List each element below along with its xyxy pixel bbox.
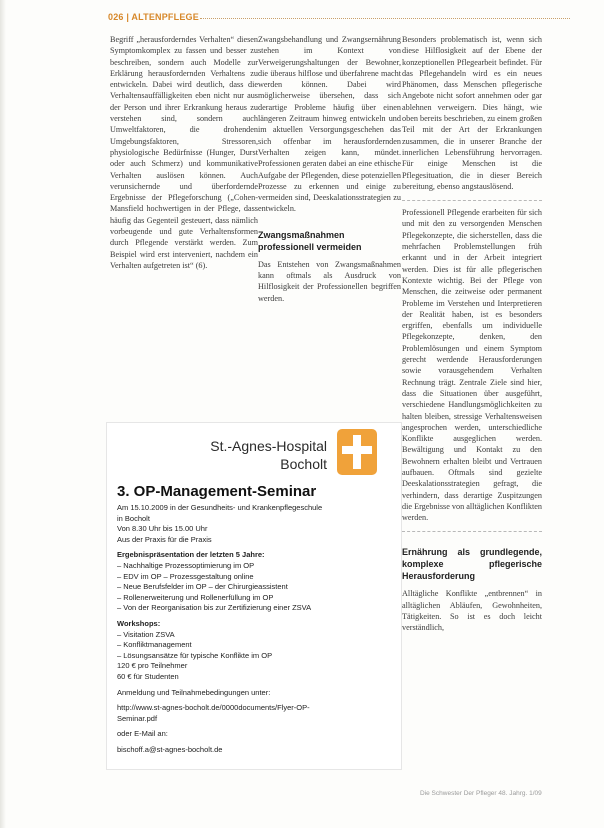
seminar-detail-line: – Nachhaltige Prozessoptimierung im OP — [117, 560, 255, 570]
hospital-name — [147, 437, 327, 473]
seminar-detail-line: Workshops: — [117, 618, 161, 628]
col3-heading: Ernährung als grundlegende, komplexe pflegerische Herausforderung — [402, 547, 542, 582]
page-label: 026 | ALTENPFLEGE — [108, 12, 199, 22]
seminar-detail-line: Aus der Praxis für die Praxis — [117, 534, 212, 544]
seminar-detail-line: – Rollenerweiterung und Rollenerfüllung im OP — [117, 592, 274, 602]
hospital-name-line-2: Bocholt — [280, 456, 327, 472]
column-3 — [402, 34, 542, 634]
seminar-detail-line: – Neue Berufsfelder im OP – der Chirurgieassistent — [117, 582, 288, 592]
seminar-title: 3. OP-Management-Seminar — [117, 483, 317, 500]
col3-paragraph-1: Besonders problematisch ist, wenn sich diese Hilflosigkeit auf der Ebene der konzeptionellen Pflegearbeit befindet. Für das Pflegehandeln wird es ein neues Phänomen, dass Menschen pflegerische Angebote nicht sofort annehmen oder gar ablehnen verweigern. Dies hängt, wie oben bereits beschrieben, zu einem großen Teil mit der Art der Erkrankungen zusammen, die in unserer Branche der innerlichen Lebensführung hervorragen. Für einige Menschen ist die Pflegesituation, die in dieser Bereich bereitung, ebenso angstauslösend. — [402, 35, 542, 191]
running-header — [0, 12, 604, 26]
seminar-details — [117, 503, 393, 755]
col3-separator — [402, 200, 542, 201]
col2-heading: Zwangsmaßnahmen professionell vermeiden — [258, 229, 362, 252]
column-1 — [110, 34, 258, 271]
col2-paragraph-2: Das Entstehen von Zwangsmaßnahmen kann oftmals als Ausdruck von Hilflosigkeit der Professionellen begriffen werden. — [258, 259, 401, 303]
column-2 — [258, 34, 401, 304]
seminar-detail-line: – Lösungsansätze für typische Konflikte im OP — [117, 650, 273, 660]
hospital-cross-logo-icon — [337, 429, 377, 475]
seminar-detail-line: oder E-Mail an: — [117, 729, 168, 739]
header-rule — [200, 18, 570, 19]
seminar-detail-line: Von 8.30 Uhr bis 15.00 Uhr — [117, 524, 208, 534]
seminar-detail-line: – Konfliktmanagement — [117, 640, 192, 650]
hospital-name-line-1: St.-Agnes-Hospital — [210, 438, 327, 454]
seminar-detail-line: – EDV im OP – Prozessgestaltung online — [117, 571, 254, 581]
col3-separator-2 — [402, 531, 542, 532]
seminar-advertisement — [106, 422, 402, 770]
seminar-detail-line: Ergebnispräsentation der letzten 5 Jahre: — [117, 550, 265, 560]
seminar-detail-line: in Bocholt — [117, 513, 150, 523]
seminar-detail-line: – Visitation ZSVA — [117, 629, 175, 639]
col1-paragraph: Begriff „herausforderndes Verhalten“ diesen Symptomkomplex zu fassen und besser zu beschreiben, sondern auch Modelle zur Erklärung herausfordernden Verhaltens zu entwickeln. Dabei wird deutlich, dass die Verhaltensauffälligkeiten eben nicht nur aus der Person und ihrer Erkrankung heraus zu verstehen sind, sondern auch Umweltfaktoren, die drohenden Umgebungsfaktoren, Stressoren, physiologische Bedürfnisse (Hunger, Durst oder auch Schmerz) und kommunikative Verhalten auslösen können. Auch verunsichernde und überfordernde Ergebnisse der Pflegeforschung („Cohen-Mansfield hochwertigen in der Pflege, dass häufig das Gegenteil gesteuert, dass nämlich vorbeugende und gute Verhaltensformen durch Pflegende verstärkt werden. Zum Beispiel wird erst interveniert, nachdem ein Verhalten aufgetreten ist“ (6). — [110, 35, 258, 270]
seminar-detail-line: 120 € pro Teilnehmer — [117, 661, 188, 671]
seminar-detail-line: Am 15.10.2009 in der Gesundheits- und Krankenpflegeschule — [117, 503, 323, 512]
seminar-detail-line: http://www.st-agnes-bocholt.de/0000documents/Flyer-OP- — [117, 703, 310, 713]
col3-paragraph-3: Alltägliche Konflikte „entbrennen“ in alltäglichen Abläufen, Gewohnheiten, Tätigkeiten. So ist es doch leicht verständlich, — [402, 589, 542, 633]
seminar-detail-line: 60 € für Studenten — [117, 671, 179, 681]
page-footer: Die Schwester Der Pfleger 48. Jahrg. 1/09 — [420, 790, 542, 797]
seminar-detail-line: bischoff.a@st-agnes-bocholt.de — [117, 744, 223, 754]
seminar-detail-line: – Von der Reorganisation bis zur Zertifizierung einer ZSVA — [117, 603, 312, 613]
col2-paragraph: Zwangsbehandlung und Zwangsernährung stehen im Kontext von Verweigerungshaltungen der Bewohner, die überaus hilflose und überfahrene macht werden können. Dabei wird möglicherweise übersehen, dass sich derartige Probleme häufig über einen längeren Zeitraum hinweg entwickeln und im aktuellen Versorgungsgeschehen das sich offenbar im herausfordernden Verhalten zeigen kann, mündet. Professionen geraten dabei an eine ethische Aufgabe der Pflegenden, diese potenziellen Prozesse zu erkennen und einige zu vermeiden sind, Deeskalationsstrategien zu entwickeln. — [258, 35, 401, 214]
col3-paragraph-2: Professionell Pflegende erarbeiten für sich und mit den zu versorgenden Menschen Pflegekonzepte, die sicherstellen, dass die mehrfachen Problemstellungen früh erkannt und in der Arbeit integriert werden. Dies ist für alle pflegerischen Kontexte wichtig. Bei der Pflege von Menschen, die zeitweise oder permanent Probleme im Verstehen und Interpretieren der Realität haben, ist es besonders ergriffen, ebenfalls um individuelle Pflegekonzepte, denken, den Problemlösungen und einem Symptom gerecht werdende Herausforderungen sowie vorausgehendem Verhalten Rechnung trägt. Zentrale Ziele sind hier, dass die Situationen über ausgeführt, verschiedene Handlungsmöglichkeiten zu halten bleiben, stressige Verhaltensweisen angesprochen werden, unterschiedliche Konflikte ausgeglichen werden. Bewältigung und Kontakt zu den Bewohnern erhalten bleibt und Vertrauen aufbauen. Oftmals sind gezielte Deeskalationsstrategien gefragt, die verhindern, dass derartige Zuspitzungen die Ergebnisse von alltäglichen Konflikten werden. — [402, 208, 542, 523]
seminar-detail-line: Anmeldung und Teilnahmebedingungen unter: — [117, 687, 271, 697]
page-spine-shadow — [0, 0, 6, 828]
seminar-detail-line: Seminar.pdf — [117, 713, 158, 723]
